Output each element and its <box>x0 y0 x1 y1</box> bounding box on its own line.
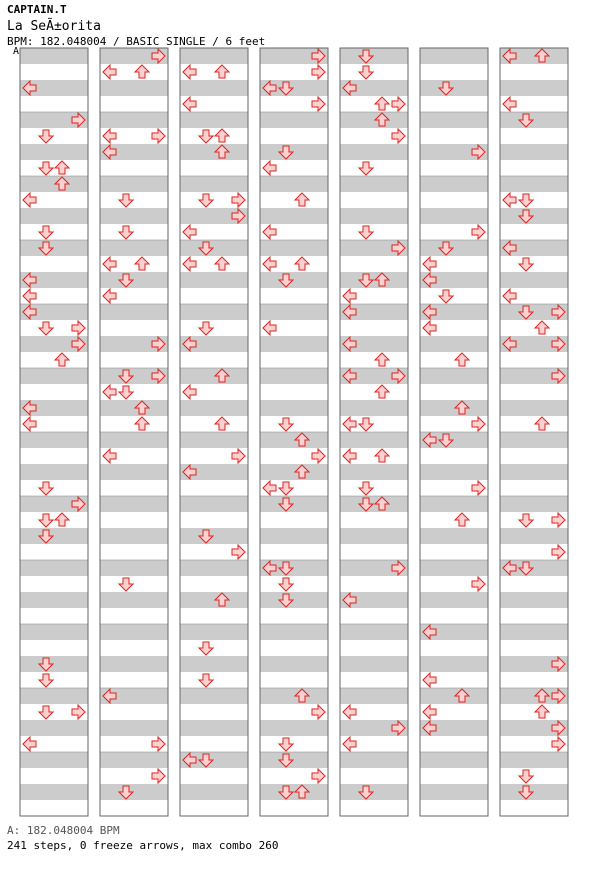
row-stripe <box>500 752 568 768</box>
row-stripe <box>100 784 168 800</box>
row-stripe <box>100 672 168 688</box>
row-stripe <box>420 544 488 560</box>
row-stripe <box>340 800 408 816</box>
row-stripe <box>340 528 408 544</box>
row-stripe <box>180 624 248 640</box>
row-stripe <box>500 784 568 800</box>
row-stripe <box>500 432 568 448</box>
row-stripe <box>180 560 248 576</box>
row-stripe <box>20 96 88 112</box>
row-stripe <box>260 512 328 528</box>
row-stripe <box>100 272 168 288</box>
row-stripe <box>340 768 408 784</box>
row-stripe <box>180 176 248 192</box>
row-stripe <box>260 128 328 144</box>
row-stripe <box>100 704 168 720</box>
row-stripe <box>260 304 328 320</box>
row-stripe <box>420 512 488 528</box>
row-stripe <box>260 464 328 480</box>
row-stripe <box>180 272 248 288</box>
row-stripe <box>20 256 88 272</box>
row-stripe <box>180 736 248 752</box>
row-stripe <box>20 640 88 656</box>
row-stripe <box>500 112 568 128</box>
row-stripe <box>20 576 88 592</box>
row-stripe <box>260 656 328 672</box>
row-stripe <box>500 640 568 656</box>
row-stripe <box>260 192 328 208</box>
row-stripe <box>420 560 488 576</box>
bpm-marker-label: A <box>13 46 20 57</box>
row-stripe <box>340 48 408 64</box>
row-stripe <box>340 112 408 128</box>
row-stripe <box>20 224 88 240</box>
row-stripe <box>260 608 328 624</box>
row-stripe <box>100 576 168 592</box>
row-stripe <box>180 160 248 176</box>
row-stripe <box>500 160 568 176</box>
chart-column-6 <box>420 48 488 816</box>
row-stripe <box>420 448 488 464</box>
row-stripe <box>500 672 568 688</box>
row-stripe <box>500 128 568 144</box>
row-stripe <box>20 384 88 400</box>
row-stripe <box>100 304 168 320</box>
row-stripe <box>260 784 328 800</box>
row-stripe <box>340 752 408 768</box>
row-stripe <box>340 608 408 624</box>
row-stripe <box>20 784 88 800</box>
row-stripe <box>420 128 488 144</box>
row-stripe <box>340 384 408 400</box>
row-stripe <box>500 464 568 480</box>
row-stripe <box>260 368 328 384</box>
row-stripe <box>420 640 488 656</box>
row-stripe <box>420 784 488 800</box>
row-stripe <box>500 176 568 192</box>
row-stripe <box>420 608 488 624</box>
row-stripe <box>500 528 568 544</box>
row-stripe <box>20 160 88 176</box>
row-stripe <box>500 208 568 224</box>
row-stripe <box>340 496 408 512</box>
row-stripe <box>420 528 488 544</box>
row-stripe <box>500 64 568 80</box>
row-stripe <box>500 448 568 464</box>
footer-bpm: A: 182.048004 BPM <box>7 824 120 837</box>
row-stripe <box>100 160 168 176</box>
row-stripe <box>100 512 168 528</box>
row-stripe <box>500 352 568 368</box>
row-stripe <box>340 272 408 288</box>
row-stripe <box>20 688 88 704</box>
row-stripe <box>20 528 88 544</box>
row-stripe <box>20 208 88 224</box>
row-stripe <box>260 544 328 560</box>
row-stripe <box>420 384 488 400</box>
row-stripe <box>260 272 328 288</box>
row-stripe <box>340 656 408 672</box>
row-stripe <box>100 640 168 656</box>
row-stripe <box>340 512 408 528</box>
row-stripe <box>20 608 88 624</box>
row-stripe <box>340 176 408 192</box>
row-stripe <box>180 304 248 320</box>
chart-column-3 <box>180 48 248 816</box>
row-stripe <box>20 624 88 640</box>
song-title: La SeÃ±orita <box>7 19 101 34</box>
row-stripe <box>180 352 248 368</box>
row-stripe <box>20 48 88 64</box>
row-stripe <box>260 800 328 816</box>
row-stripe <box>260 400 328 416</box>
row-stripe <box>420 64 488 80</box>
row-stripe <box>180 592 248 608</box>
row-stripe <box>420 496 488 512</box>
row-stripe <box>500 416 568 432</box>
row-stripe <box>180 144 248 160</box>
row-stripe <box>180 800 248 816</box>
row-stripe <box>500 144 568 160</box>
row-stripe <box>180 512 248 528</box>
row-stripe <box>420 592 488 608</box>
artist-name: CAPTAIN.T <box>7 3 67 16</box>
row-stripe <box>100 800 168 816</box>
row-stripe <box>180 576 248 592</box>
row-stripe <box>420 240 488 256</box>
chart-column-5 <box>340 48 408 816</box>
row-stripe <box>500 272 568 288</box>
row-stripe <box>20 432 88 448</box>
row-stripe <box>180 432 248 448</box>
row-stripe <box>500 80 568 96</box>
row-stripe <box>340 464 408 480</box>
row-stripe <box>180 496 248 512</box>
row-stripe <box>180 640 248 656</box>
row-stripe <box>260 528 328 544</box>
row-stripe <box>420 400 488 416</box>
row-stripe <box>180 656 248 672</box>
row-stripe <box>100 240 168 256</box>
row-stripe <box>20 144 88 160</box>
row-stripe <box>260 672 328 688</box>
row-stripe <box>260 576 328 592</box>
row-stripe <box>20 720 88 736</box>
row-stripe <box>180 608 248 624</box>
row-stripe <box>500 592 568 608</box>
row-stripe <box>260 240 328 256</box>
row-stripe <box>100 400 168 416</box>
row-stripe <box>100 464 168 480</box>
row-stripe <box>20 672 88 688</box>
row-stripe <box>420 752 488 768</box>
row-stripe <box>260 144 328 160</box>
row-stripe <box>20 352 88 368</box>
row-stripe <box>340 544 408 560</box>
row-stripe <box>180 240 248 256</box>
row-stripe <box>420 336 488 352</box>
row-stripe <box>180 480 248 496</box>
row-stripe <box>100 624 168 640</box>
row-stripe <box>500 496 568 512</box>
row-stripe <box>260 624 328 640</box>
row-stripe <box>20 64 88 80</box>
row-stripe <box>500 384 568 400</box>
row-stripe <box>180 416 248 432</box>
row-stripe <box>20 368 88 384</box>
row-stripe <box>20 752 88 768</box>
row-stripe <box>20 128 88 144</box>
row-stripe <box>180 720 248 736</box>
row-stripe <box>20 176 88 192</box>
row-stripe <box>180 672 248 688</box>
row-stripe <box>100 720 168 736</box>
row-stripe <box>180 400 248 416</box>
row-stripe <box>500 704 568 720</box>
row-stripe <box>500 256 568 272</box>
row-stripe <box>20 592 88 608</box>
row-stripe <box>420 176 488 192</box>
row-stripe <box>420 192 488 208</box>
row-stripe <box>20 768 88 784</box>
row-stripe <box>260 352 328 368</box>
row-stripe <box>180 784 248 800</box>
row-stripe <box>420 80 488 96</box>
row-stripe <box>340 688 408 704</box>
row-stripe <box>20 240 88 256</box>
row-stripe <box>100 96 168 112</box>
row-stripe <box>500 768 568 784</box>
chart-meta: BPM: 182.048004 / BASIC SINGLE / 6 feet <box>7 35 266 48</box>
row-stripe <box>340 672 408 688</box>
row-stripe <box>260 720 328 736</box>
row-stripe <box>500 400 568 416</box>
row-stripe <box>100 528 168 544</box>
row-stripe <box>340 192 408 208</box>
row-stripe <box>20 800 88 816</box>
row-stripe <box>100 496 168 512</box>
row-stripe <box>260 336 328 352</box>
row-stripe <box>500 624 568 640</box>
row-stripe <box>340 784 408 800</box>
row-stripe <box>260 112 328 128</box>
row-stripe <box>20 464 88 480</box>
row-stripe <box>180 688 248 704</box>
row-stripe <box>260 496 328 512</box>
row-stripe <box>420 352 488 368</box>
row-stripe <box>180 768 248 784</box>
row-stripe <box>100 592 168 608</box>
chart-column-1 <box>20 48 88 816</box>
row-stripe <box>340 640 408 656</box>
row-stripe <box>340 320 408 336</box>
row-stripe <box>340 480 408 496</box>
row-stripe <box>500 480 568 496</box>
row-stripe <box>180 288 248 304</box>
row-stripe <box>340 352 408 368</box>
row-stripe <box>180 48 248 64</box>
row-stripe <box>500 800 568 816</box>
row-stripe <box>260 688 328 704</box>
row-stripe <box>260 640 328 656</box>
row-stripe <box>340 432 408 448</box>
row-stripe <box>420 96 488 112</box>
row-stripe <box>260 208 328 224</box>
row-stripe <box>420 688 488 704</box>
row-stripe <box>100 416 168 432</box>
row-stripe <box>500 320 568 336</box>
row-stripe <box>340 624 408 640</box>
row-stripe <box>100 480 168 496</box>
row-stripe <box>260 288 328 304</box>
row-stripe <box>180 368 248 384</box>
row-stripe <box>500 608 568 624</box>
row-stripe <box>100 656 168 672</box>
row-stripe <box>500 224 568 240</box>
row-stripe <box>340 64 408 80</box>
row-stripe <box>180 320 248 336</box>
row-stripe <box>420 736 488 752</box>
row-stripe <box>100 176 168 192</box>
row-stripe <box>180 528 248 544</box>
footer-stats: 241 steps, 0 freeze arrows, max combo 260 <box>7 839 279 852</box>
row-stripe <box>100 608 168 624</box>
row-stripe <box>100 320 168 336</box>
row-stripe <box>260 736 328 752</box>
row-stripe <box>340 224 408 240</box>
row-stripe <box>420 464 488 480</box>
row-stripe <box>420 800 488 816</box>
row-stripe <box>340 576 408 592</box>
row-stripe <box>100 352 168 368</box>
row-stripe <box>260 384 328 400</box>
row-stripe <box>100 208 168 224</box>
row-stripe <box>340 144 408 160</box>
row-stripe <box>420 160 488 176</box>
row-stripe <box>420 288 488 304</box>
row-stripe <box>260 752 328 768</box>
row-stripe <box>340 400 408 416</box>
row-stripe <box>20 480 88 496</box>
row-stripe <box>180 704 248 720</box>
row-stripe <box>340 160 408 176</box>
row-stripe <box>340 256 408 272</box>
row-stripe <box>420 656 488 672</box>
row-stripe <box>420 208 488 224</box>
row-stripe <box>420 48 488 64</box>
row-stripe <box>100 80 168 96</box>
row-stripe <box>180 128 248 144</box>
row-stripe <box>100 432 168 448</box>
row-stripe <box>20 512 88 528</box>
row-stripe <box>100 224 168 240</box>
row-stripe <box>100 544 168 560</box>
row-stripe <box>500 576 568 592</box>
row-stripe <box>20 560 88 576</box>
row-stripe <box>420 112 488 128</box>
row-stripe <box>260 176 328 192</box>
row-stripe <box>180 80 248 96</box>
row-stripe <box>340 208 408 224</box>
row-stripe <box>100 112 168 128</box>
row-stripe <box>420 768 488 784</box>
row-stripe <box>420 368 488 384</box>
row-stripe <box>20 544 88 560</box>
row-stripe <box>20 656 88 672</box>
row-stripe <box>260 432 328 448</box>
row-stripe <box>20 448 88 464</box>
row-stripe <box>100 192 168 208</box>
row-stripe <box>260 592 328 608</box>
row-stripe <box>100 752 168 768</box>
row-stripe <box>260 416 328 432</box>
row-stripe <box>100 560 168 576</box>
row-stripe <box>180 112 248 128</box>
